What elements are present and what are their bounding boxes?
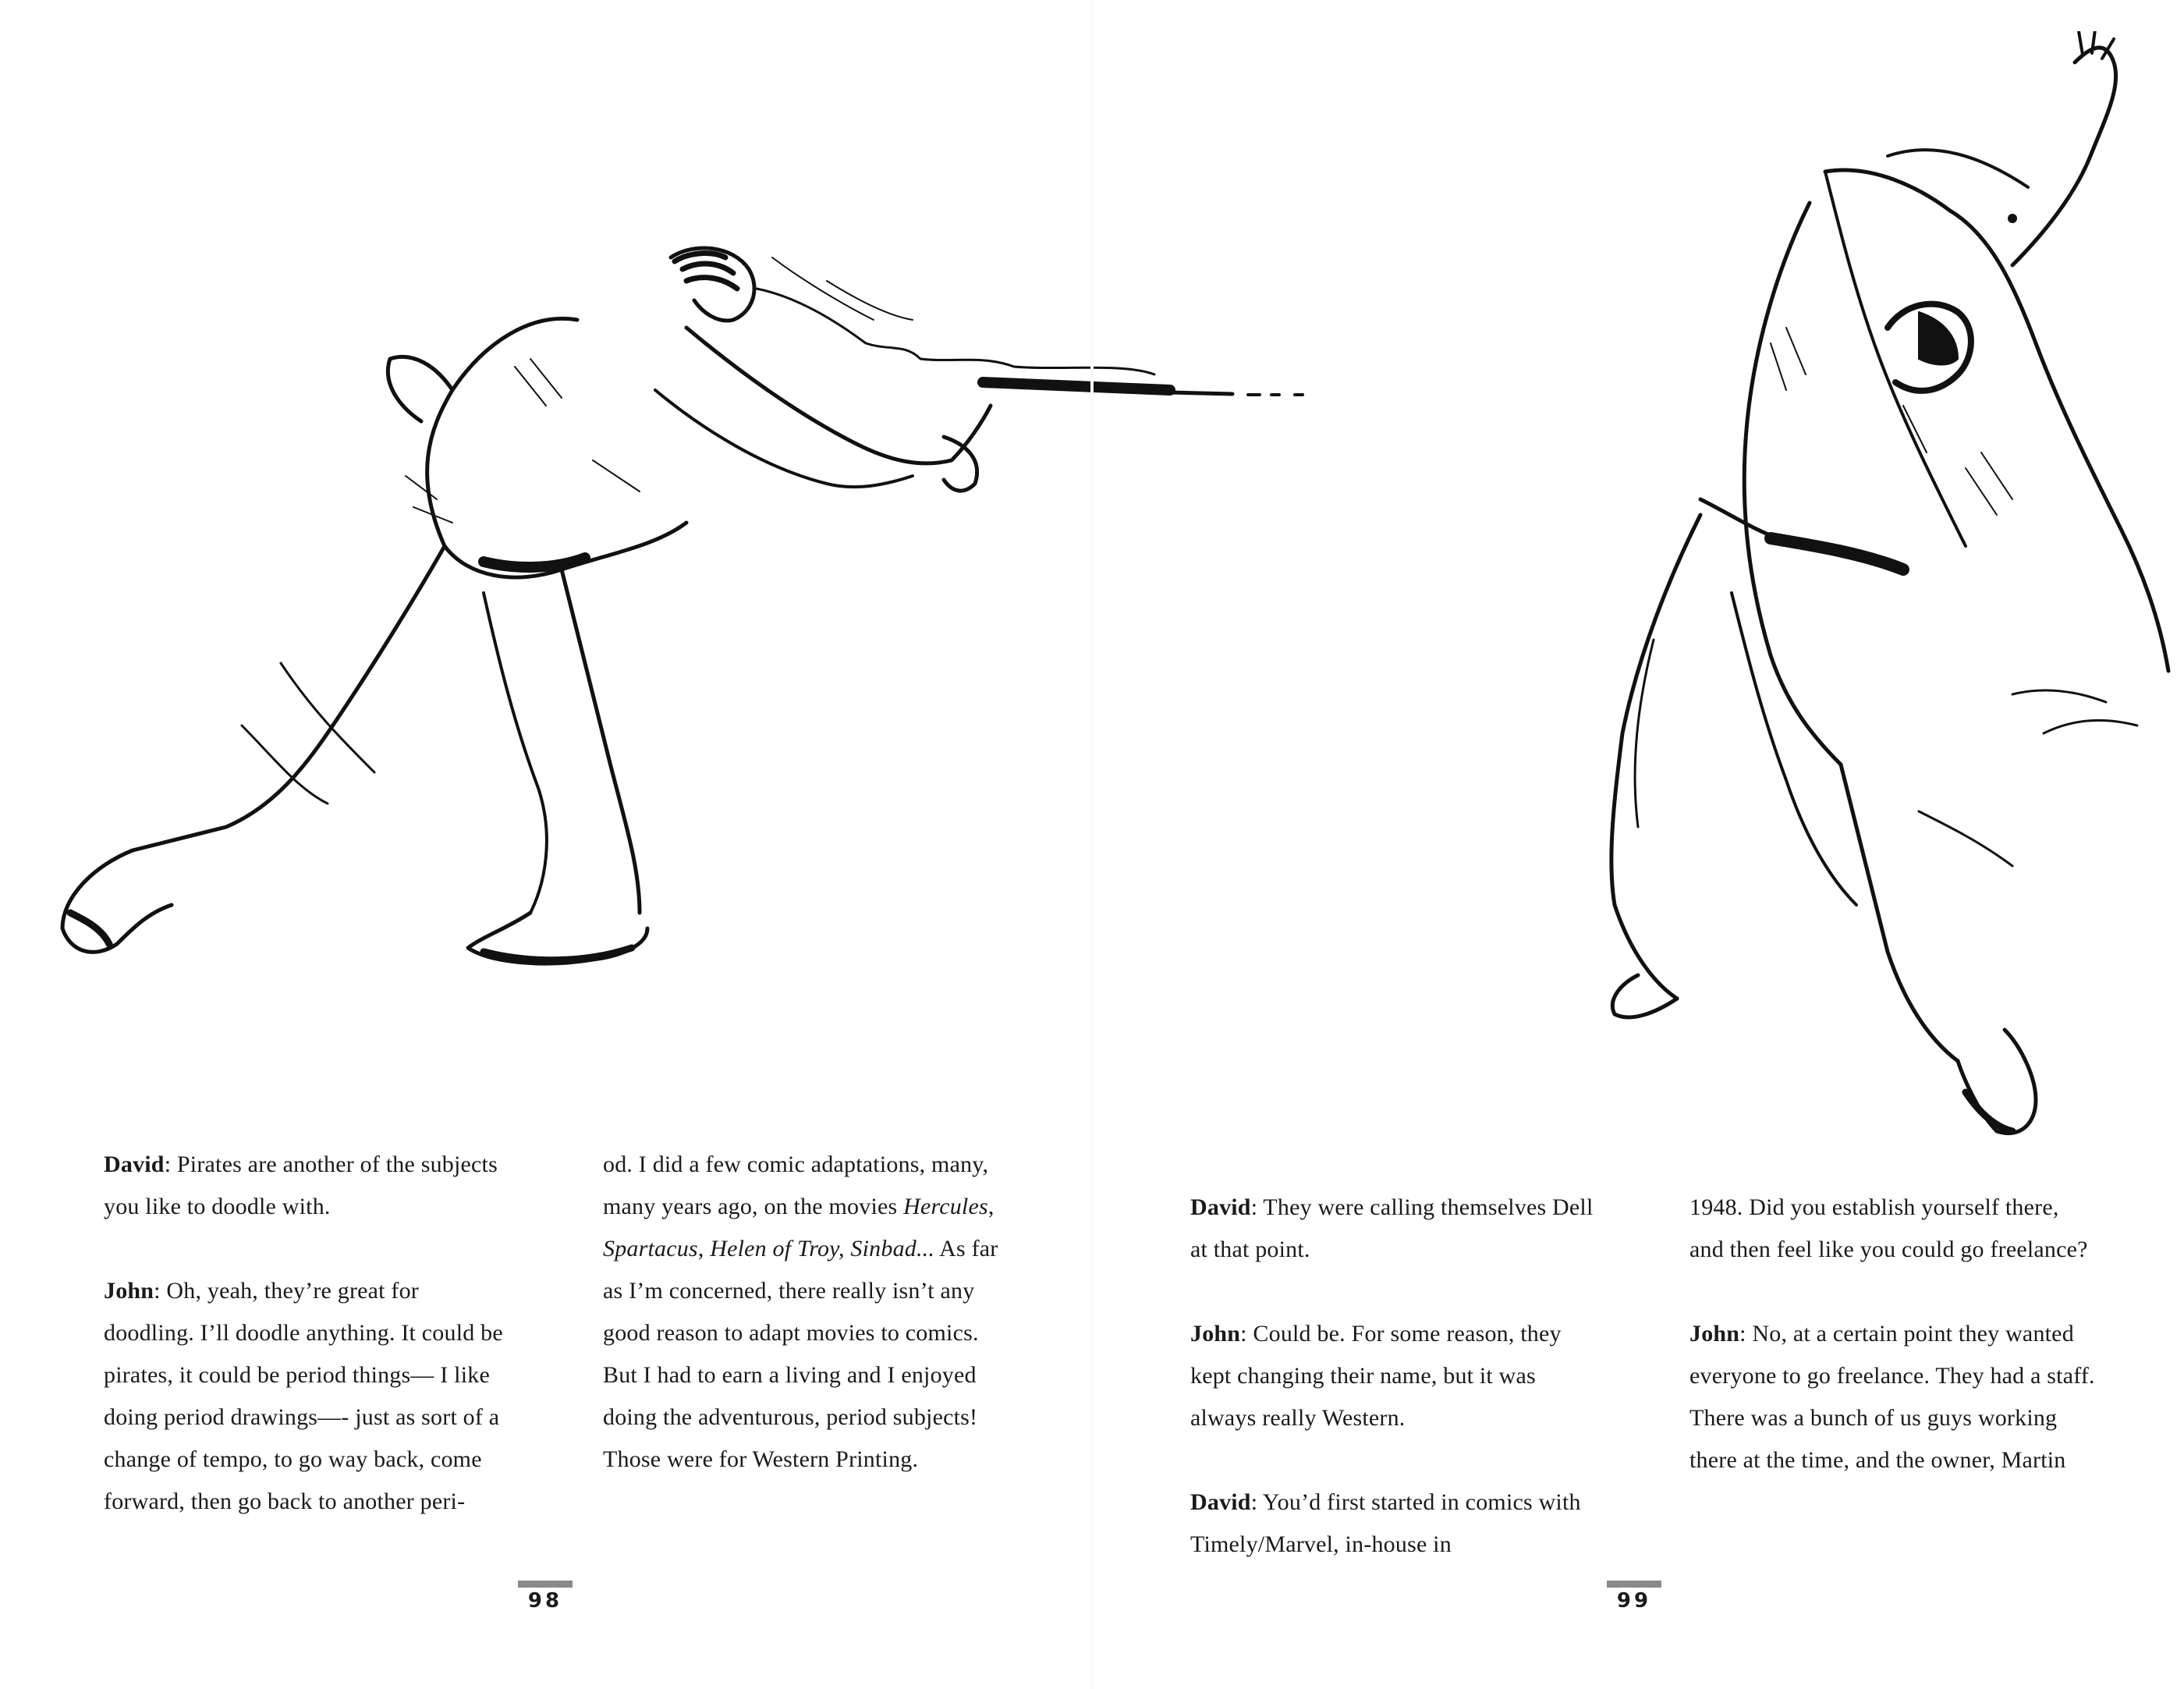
- page-number-99: 99: [1607, 1581, 1661, 1613]
- folio-bar: [1607, 1581, 1661, 1588]
- paragraph: David: Pirates are another of the subjects you like to doodle with.: [104, 1151, 498, 1219]
- folio-bar: [518, 1581, 573, 1588]
- paragraph: David: They were calling themselves Dell at that point.: [1190, 1194, 1594, 1262]
- paragraph: od. I did a few comic adaptations, many, many years ago, on the movies Hercules, Spartacus, Helen of Troy, Sinbad... As far as I’m concerned, there really isn’t any good reason to adapt movies to comics. But I had to earn a living and I enjoyed doing the adventurous, period subjects! Those were for Western Printing.: [603, 1151, 998, 1472]
- text-column-1: [104, 1144, 509, 1565]
- paragraph: John: Oh, yeah, they’re great for doodling. I’ll doodle anything. It could be pirates, it could be period things— I like doing period drawings—- just as sort of a change of tempo, to go way back, come forward, then go back to another peri-: [104, 1278, 503, 1514]
- paragraph: John: No, at a certain point they wanted everyone to go freelance. They had a staff. There was a bunch of us guys working there at the time, and the owner, Martin: [1689, 1321, 2095, 1473]
- text-column-3: [1190, 1187, 1596, 1608]
- paragraph: David: You’d first started in comics with Timely/Marvel, in-house in: [1190, 1489, 1581, 1557]
- text-column-2: [603, 1144, 1009, 1523]
- swordsman-illustration: [1420, 31, 2184, 1147]
- text-column-4: [1689, 1187, 2095, 1524]
- page-number-98: 98: [518, 1581, 573, 1613]
- page-99: [1092, 0, 2184, 1689]
- paragraph: John: Could be. For some reason, they kept changing their name, but it was always really Western.: [1190, 1321, 1562, 1431]
- paragraph: 1948. Did you establish yourself there, and then feel like you could go freelance?: [1689, 1194, 2088, 1262]
